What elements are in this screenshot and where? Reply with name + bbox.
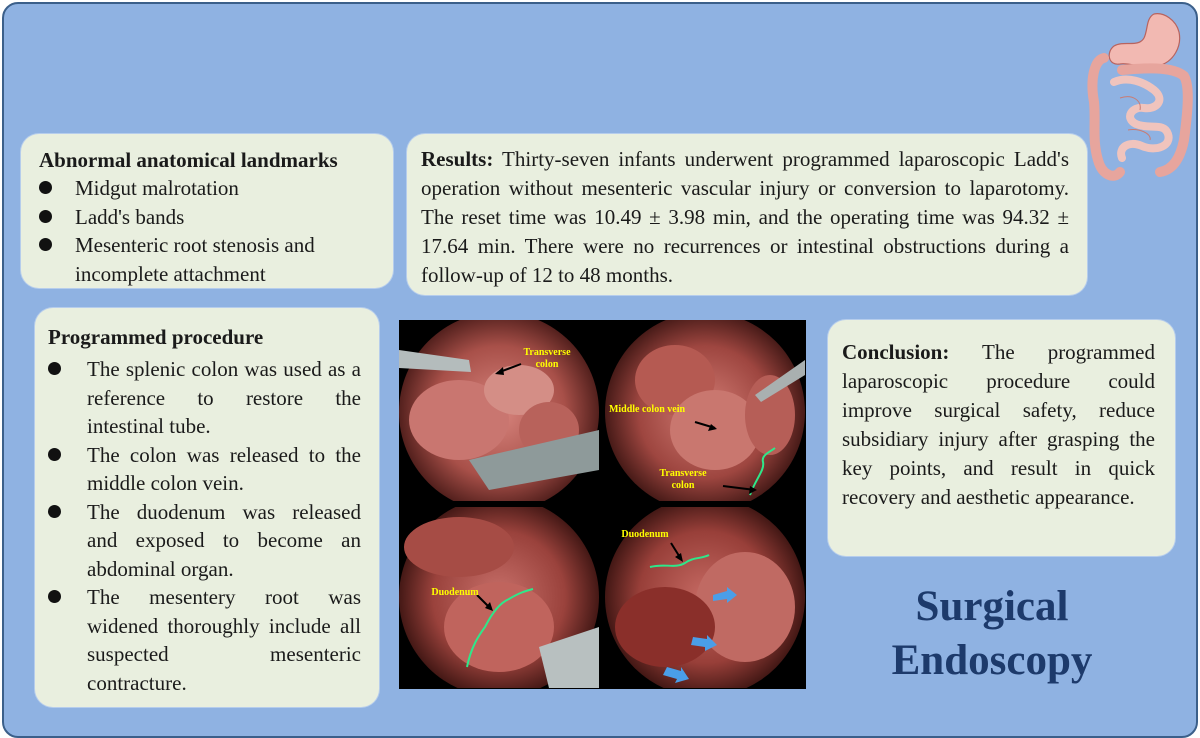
procedure-list [48,355,361,697]
list-item: The duodenum was released and exposed to become an abdominal organ. [48,498,361,584]
conclusion-card [828,320,1175,556]
conclusion-paragraph [842,338,1155,512]
list-item: Midgut malrotation [39,174,393,203]
bullet-icon [39,210,52,223]
digestive-tract-icon [1084,10,1194,188]
landmarks-title: Abnormal anatomical landmarks [39,148,338,172]
annotation-label: Duodenum [431,587,479,598]
arrow-icon [399,320,600,501]
list-item: The splenic colon was used as a reference to restore the intestinal tube. [48,355,361,441]
conclusion-text: The programmed laparoscopic procedure could improve surgical safety, reduce subsidiary injury after grasping the key points, and result in quick recovery and aesthetic appearance. [842,340,1155,509]
endoscopy-image-4 [605,507,806,688]
bullet-icon [39,238,52,251]
results-paragraph [421,145,1069,290]
results-card [407,134,1087,295]
journal-title-line: Endoscopy [891,637,1093,684]
landmarks-card [21,134,393,288]
list-item: The colon was released to the middle colon vein. [48,441,361,498]
list-item: Ladd's bands [39,203,393,232]
endoscopy-panel [399,320,806,689]
endoscopy-image-1 [399,320,600,501]
annotation-label: Transverse colon [523,347,571,370]
bullet-icon [48,505,61,518]
results-text: Thirty-seven infants underwent programmed laparoscopic Ladd's operation without mesenteric vascular injury or conversion to laparotomy. The reset time was 10.49 ± 3.98 min, and the operating time was 94.32 ± 17.64 min. There were no recurrences or intestinal obstructions during a follow-up of 12 to 48 months. [421,147,1069,287]
annotation-label: Transverse colon [659,468,707,491]
list-item: Mesenteric root stenosis and incomplete attachment [39,231,393,288]
procedure-card [35,308,379,707]
results-label: Results: [421,147,494,171]
bullet-icon [48,448,61,461]
list-item: The mesentery root was widened thoroughly include all suspected mesenteric contracture. [48,583,361,697]
conclusion-label: Conclusion: [842,340,950,364]
endoscopy-image-2 [605,320,806,501]
journal-title-line: Surgical [915,583,1069,630]
annotation-label: Middle colon vein [608,404,686,415]
journal-title [862,580,1122,688]
endoscopy-image-3 [399,507,600,688]
bullet-icon [39,181,52,194]
annotation-label: Duodenum [621,529,669,540]
bullet-icon [48,590,61,603]
procedure-title: Programmed procedure [48,325,264,349]
bullet-icon [48,362,61,375]
landmarks-list [39,174,393,288]
